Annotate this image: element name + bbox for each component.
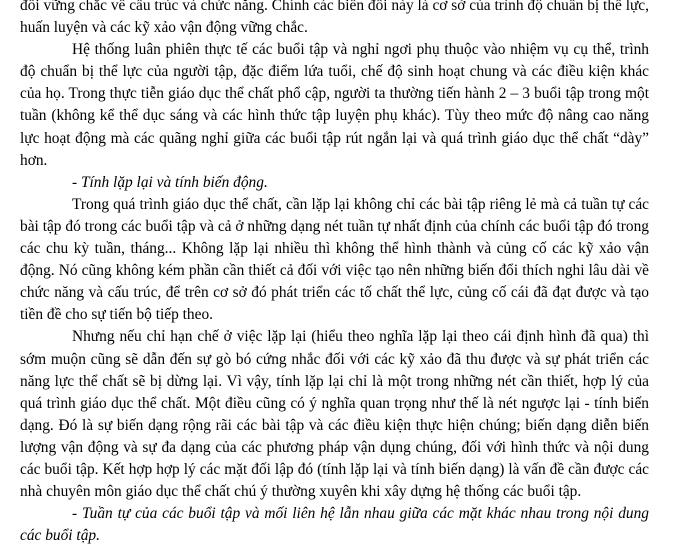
- paragraph-continuation: đối vững chắc về cấu trúc và chức năng. Chính các biến đổi này là cơ sở của trình độ chuẩn bị thể lực, huấn luyện và các kỹ xảo vận động vững chắc.: [20, 0, 649, 37]
- paragraph-repetition: Trong quá trình giáo dục thể chất, cần lặp lại không chỉ các bài tập riêng lẻ mà cả tuần tự các bài tập đó trong các buổi tập và cả ở những dạng nét tuần tự nhất định của chính các buổi tập đó trong các chu kỳ tuần, tháng... Không lặp lại nhiều thì không thể hình thành và củng cố các kỹ xảo vận động. Nó cũng không kém phần cần thiết cả đối với việc tạo nên những biến đổi thích nghi lâu dài về chức năng và cấu trúc, để trên cơ sở đó phát triển các tố chất thể lực, củng cố cái đã đạt được và tạo tiền đề cho sự tiến bộ tiếp theo.: [20, 195, 649, 324]
- document-body: [20, 0, 649, 547]
- section-heading-sequence-relations: - Tuần tự của các buổi tập và mối liên hệ lẫn nhau giữa các mặt khác nhau trong nội dung các buổi tập.: [20, 505, 649, 545]
- paragraph-variation: Nhưng nếu chỉ hạn chế ở việc lặp lại (hiểu theo nghĩa lặp lại theo cái định hình đã qua) thì sớm muộn cũng sẽ dẫn đến sự gò bó cứng nhắc đối với các kỹ xảo đã thu được và sự phát triển các năng lực thể chất sẽ bị dừng lại. Vì vậy, tính lặp lại chỉ là một trong những nét cần thiết, hợp lý của quá trình giáo dục thể chất. Một điều cũng có ý nghĩa quan trọng như thế là nét ngược lại - tính biến dạng. Đó là sự biến dạng rộng rãi các bài tập và các điều kiện thực hiện chúng; biến dạng diễn biến lượng vận động và sự đa dạng của các phương pháp vận dụng chúng, đối với hình thức và nội dung các buổi tập. Kết hợp hợp lý các mặt đối lập đó (tính lặp lại và tính biến dạng) là vấn đề cần được các nhà chuyên môn giáo dục thể chất chú ý thường xuyên khi xây dựng hệ thống các buổi tập.: [20, 328, 649, 501]
- paragraph-training-rest-rotation: Hệ thống luân phiên thực tế các buổi tập và nghỉ ngơi phụ thuộc vào nhiệm vụ cụ thể, trình độ chuẩn bị thể lực của người tập, đặc điểm lứa tuổi, chế độ sinh hoạt chung và các điều kiện khác của họ. Trong thực tiễn giáo dục thể chất phổ cập, người ta thường tiến hành 2 – 3 buổi tập trong một tuần (không kể thể dục sáng và các hình thức tập luyện phụ khác). Tùy theo mức độ nâng cao năng lực hoạt động mà các quãng nghỉ giữa các buổi tập rút ngắn lại và quá trình giáo dục thể chất “dày” hơn.: [20, 41, 649, 169]
- section-heading-repetition-variation: - Tính lặp lại và tính biến động.: [72, 173, 268, 191]
